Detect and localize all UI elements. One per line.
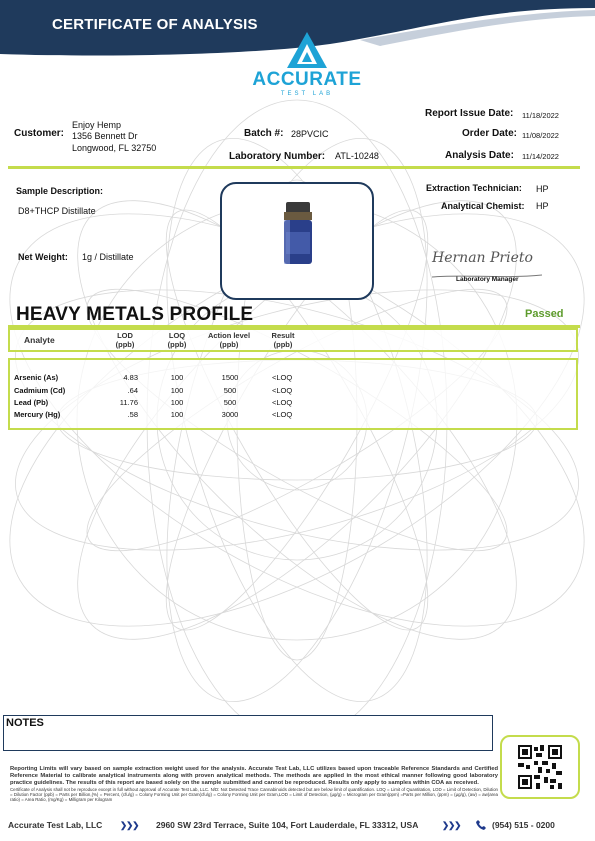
- col-loq: [162, 331, 192, 349]
- footer-address: 2960 SW 23rd Terrace, Suite 104, Fort Lauderdale, FL 33312, USA: [156, 820, 419, 830]
- accurate-logo: [252, 32, 362, 104]
- extraction-technician-value: HP: [536, 184, 549, 194]
- order-date-value: 11/08/2022: [522, 131, 559, 140]
- cell-loq: 100: [170, 373, 184, 382]
- cell-loq: 100: [170, 398, 184, 407]
- analysis-date-value: 11/14/2022: [522, 152, 559, 161]
- signature-role: Laboratory Manager: [456, 276, 519, 283]
- disclaimer-main: Reporting Limits will vary based on sample extraction weight used for the analysis. Accurate Test Lab, LLC utilizes based upon traceable Reference Standards and Certified Reference Material to calibrate analytical instruments along with proven analytical methods. The methods are applied in the most ethical manner following good laboratory practice guidelines. The results of this report are based solely on the sample submitted and cannot be reproduced. Results only apply to samples within COA as received.: [10, 766, 498, 786]
- cell-lod: 11.76: [119, 398, 138, 407]
- cell-analyte: Arsenic (As): [14, 373, 59, 382]
- analytical-chemist-value: HP: [536, 201, 549, 211]
- notes-title: NOTES: [6, 717, 44, 729]
- customer-name: Enjoy Hemp: [72, 120, 122, 130]
- customer-label: Customer:: [14, 128, 65, 139]
- vial-icon: [222, 184, 372, 298]
- disclaimer: [10, 766, 498, 803]
- customer-address-2: Longwood, FL 32750: [72, 143, 157, 153]
- logo-name: ACCURATE: [252, 69, 362, 90]
- cell-lod: .58: [127, 410, 138, 419]
- report-issue-date-value: 11/18/2022: [522, 111, 559, 120]
- batch-label: Batch #:: [244, 128, 284, 139]
- col-lod: [110, 331, 140, 349]
- triangle-logo-icon: [287, 32, 327, 68]
- extraction-technician-label: Extraction Technician:: [426, 183, 522, 193]
- table-header: [8, 328, 578, 352]
- col-result-label: Result: [271, 331, 295, 340]
- cell-result: <LOQ: [272, 398, 293, 407]
- cell-loq: 100: [170, 386, 184, 395]
- phone-icon: [476, 820, 486, 832]
- cell-result: <LOQ: [272, 410, 293, 419]
- chevron-icon: ❯❯❯: [442, 820, 461, 830]
- net-weight-value: 1g / Distillate: [82, 252, 134, 262]
- cell-action: 500: [223, 386, 237, 395]
- col-lod-unit: (ppb): [115, 340, 135, 349]
- cell-analyte: Mercury (Hg): [14, 410, 61, 419]
- footer-company: Accurate Test Lab, LLC: [8, 820, 103, 830]
- chevron-icon: ❯❯❯: [120, 820, 139, 830]
- report-issue-date-label: Report Issue Date:: [425, 108, 514, 119]
- cell-action: 1500: [221, 373, 239, 382]
- cell-action: 3000: [221, 410, 239, 419]
- cell-analyte: Lead (Pb): [14, 398, 49, 407]
- cell-loq: 100: [170, 410, 184, 419]
- cell-lod: 4.83: [123, 373, 138, 382]
- customer-address-1: 1356 Bennett Dr: [72, 131, 138, 141]
- qr-code-icon: [518, 745, 562, 789]
- disclaimer-fine: Certificate of Analysis shall not be reproduce except in full without approval of Accurate Test Lab, LLC. N/D: Not Detected Trace Cannabinoids detected but are below limit of quantification. LOQ = Limit of Quantitation, LOD = Limit of Detection, Dilution = Dilution Factor (ppb) = Parts per Billion,(%) = Percent, (cfu/g) = Colony Forming Unit per Gram(cfu/g) = Colony Forming Unit per Gram,LOD = Limit of Detection, (µg/g) = Microgram per Gram(ppm) =Parts per Million, (ppm) = (µg/g), (aw) = aw(area ratio) = Area Ratio, (mg/Kg) = Milligram per Kilogram: [10, 787, 498, 803]
- col-result-unit: (ppb): [273, 340, 293, 349]
- col-loq-unit: (ppb): [167, 340, 187, 349]
- signature-name: Hernan Prieto: [432, 250, 533, 266]
- net-weight-label: Net Weight:: [18, 252, 68, 262]
- qr-code[interactable]: [500, 735, 580, 799]
- document-title: CERTIFICATE OF ANALYSIS: [52, 16, 258, 33]
- sample-photo: [220, 182, 374, 300]
- notes-box: [3, 715, 493, 751]
- col-action-unit: (ppb): [219, 340, 239, 349]
- results-table: [8, 358, 578, 430]
- col-action-label: Action level: [207, 331, 251, 340]
- cell-result: <LOQ: [272, 373, 293, 382]
- cell-analyte: Cadmium (Cd): [14, 386, 66, 395]
- lab-number-label: Laboratory Number:: [229, 151, 326, 162]
- sample-description-label: Sample Description:: [16, 186, 104, 196]
- col-action-level: [202, 331, 256, 349]
- lab-number-value: ATL-10248: [335, 151, 379, 161]
- col-analyte: Analyte: [24, 335, 55, 345]
- divider: [8, 166, 580, 169]
- analytical-chemist-label: Analytical Chemist:: [441, 201, 525, 211]
- col-loq-label: LOQ: [168, 331, 186, 340]
- sample-description-value: D8+THCP Distillate: [18, 206, 96, 216]
- logo-subtitle: TEST LAB: [280, 91, 334, 97]
- section-title: HEAVY METALS PROFILE: [16, 304, 254, 325]
- analysis-date-label: Analysis Date:: [445, 150, 514, 161]
- batch-value: 28PVCIC: [291, 129, 329, 139]
- signature: [432, 250, 542, 276]
- footer: [0, 818, 595, 834]
- footer-phone: (954) 515 - 0200: [492, 820, 555, 830]
- col-lod-label: LOD: [117, 331, 133, 340]
- order-date-label: Order Date:: [462, 128, 518, 139]
- cell-lod: .64: [127, 386, 138, 395]
- cell-action: 500: [223, 398, 237, 407]
- status-badge: Passed: [525, 308, 564, 320]
- col-result: [266, 331, 300, 349]
- cell-result: <LOQ: [272, 386, 293, 395]
